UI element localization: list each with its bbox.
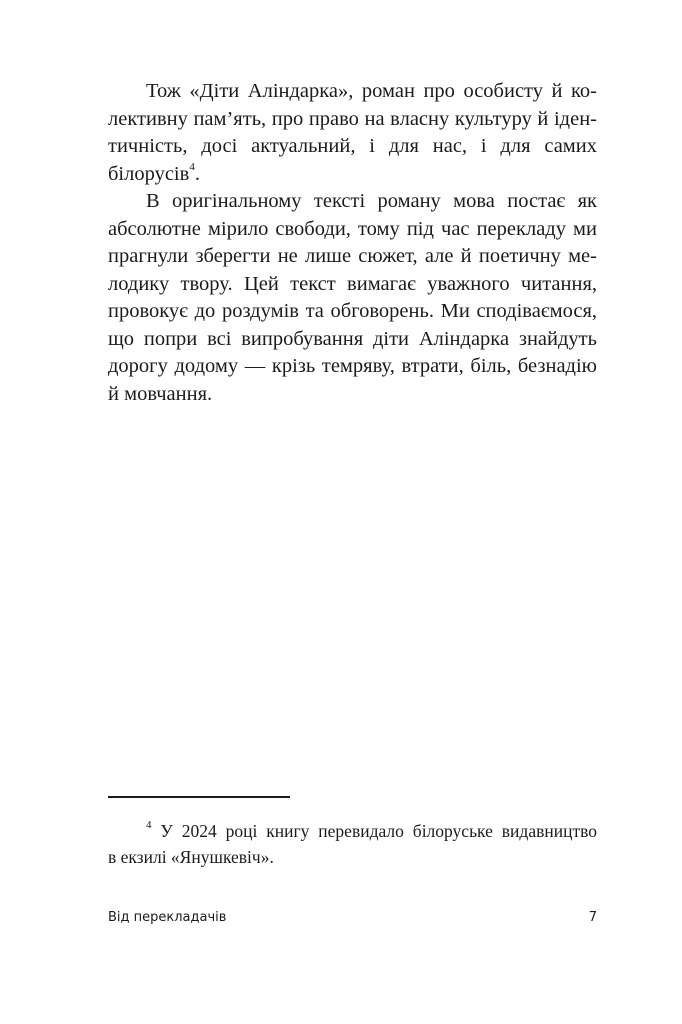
text-line: й мовчання. — [108, 382, 213, 405]
page-number: 7 — [588, 910, 597, 925]
main-text — [108, 78, 597, 408]
text-line: провокує до роздумів та обговорень. Ми сподіваємося, — [108, 300, 597, 322]
text-fragment: білорусів — [108, 162, 190, 185]
footnote-number: 4 — [146, 819, 152, 832]
footnote-reference: 4 — [189, 160, 195, 173]
paragraph-1 — [108, 78, 597, 188]
text-line: прагнули зберегти не лише сюжет, але й поетичну ме- — [108, 245, 597, 267]
text-line: В оригінальному тексті роману мова постає як — [146, 190, 597, 212]
running-section-title: Від перекладачів — [108, 910, 227, 925]
text-line: що попри всі випробування діти Аліндарка знайдуть — [108, 327, 597, 350]
paragraph-2 — [108, 188, 597, 408]
footnote — [108, 818, 597, 870]
text-line: дорогу додому — крізь темряву, втрати, біль, безнадію — [108, 355, 597, 377]
text-fragment: . — [194, 162, 200, 185]
text-line: Тож «Діти Аліндарка», роман про особисту й ко- — [146, 80, 597, 102]
text-line: абсолютне мірило свободи, тому під час перекладу ми — [108, 217, 597, 240]
footnote-line: в екзилі «Янушкевіч». — [108, 847, 274, 867]
footnote-text: У 2024 році книгу перевидало білоруське видавництво — [160, 821, 597, 841]
footnote-separator — [108, 796, 290, 798]
text-line: тичність, досі актуальний, і для нас, і для самих — [108, 135, 597, 157]
text-line: лодику твору. Цей текст вимагає уважного читання, — [108, 272, 597, 295]
footnote-line — [108, 818, 597, 844]
text-line: лективну пам’ять, про право на власну культуру й іден- — [108, 107, 597, 130]
text-line-with-footnote — [108, 161, 597, 189]
